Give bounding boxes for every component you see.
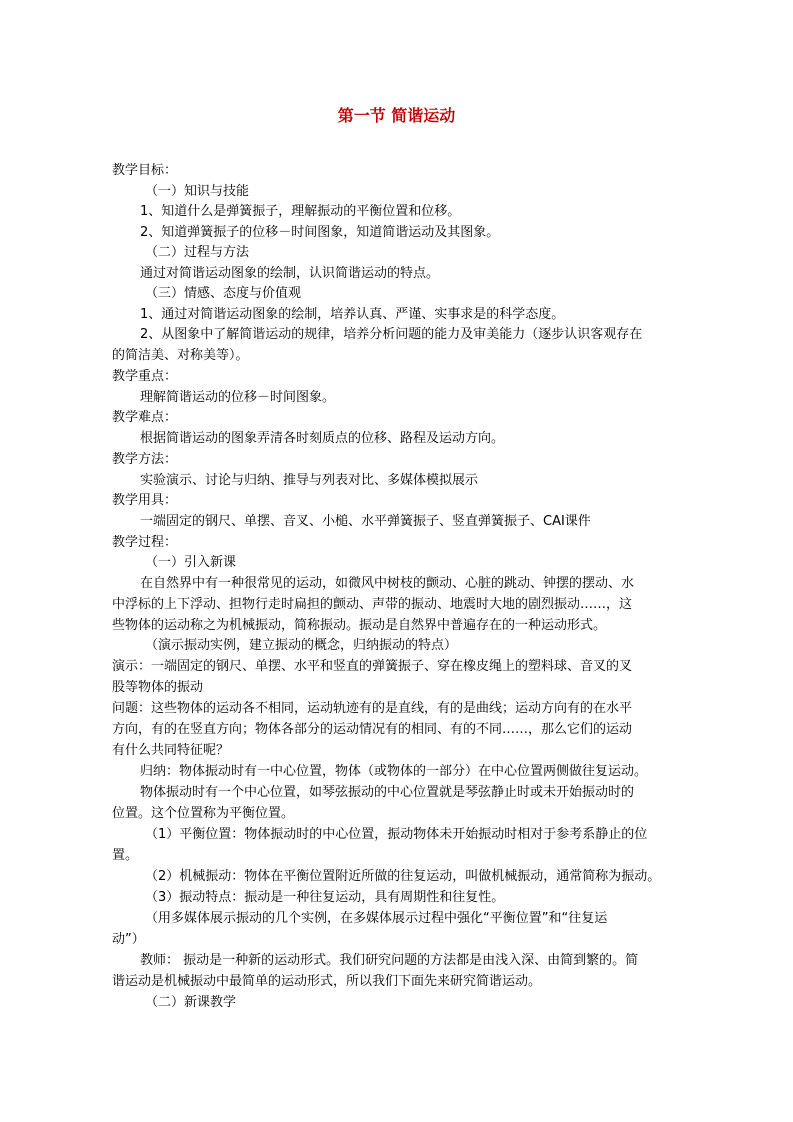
paragraph-line: 1、通过对简谐运动图象的绘制，培养认真、严谨、实事求是的科学态度。 bbox=[140, 307, 565, 322]
heading-tools: 教学用具： bbox=[112, 493, 178, 508]
paragraph-line: 方向，有的在竖直方向；物体各部分的运动情况有的相同、有的不同……，那么它们的运动 bbox=[112, 722, 633, 737]
paragraph-line: 股等物体的振动 bbox=[112, 680, 204, 695]
paragraph-line: 根据简谐运动的图象弄清各时刻质点的位移、路程及运动方向。 bbox=[140, 431, 505, 446]
paragraph-line: 理解简谐运动的位移－时间图象。 bbox=[140, 390, 336, 405]
paragraph-line: 教师： 振动是一种新的运动形式。我们研究问题的方法都是由浅入深、由简到繁的。简 bbox=[140, 953, 639, 968]
paragraph-line: 一端固定的钢尺、单摆、音叉、小槌、水平弹簧振子、竖直弹簧振子、CAI课件 bbox=[140, 514, 591, 529]
heading-teaching-goals: 教学目标： bbox=[112, 163, 178, 178]
heading-key-points: 教学重点： bbox=[112, 369, 178, 384]
paragraph-line: 1、知道什么是弹簧振子，理解振动的平衡位置和位移。 bbox=[140, 204, 461, 219]
paragraph-line: 置。 bbox=[112, 848, 139, 863]
heading-difficulties: 教学难点： bbox=[112, 410, 178, 425]
paragraph-line: 位置。这个位置称为平衡位置。 bbox=[112, 806, 295, 821]
paragraph-line: 2、从图象中了解简谐运动的规律，培养分析问题的能力及审美能力（逐步认识客观存在 bbox=[140, 327, 643, 342]
paragraph-line: 动”） bbox=[112, 932, 145, 947]
subheading-process-method: （二）过程与方法 bbox=[145, 245, 250, 260]
subheading-intro: （一）引入新课 bbox=[145, 555, 237, 570]
paragraph-line: 谐运动是机械振动中最简单的运动形式，所以我们下面先来研究简谐运动。 bbox=[112, 974, 542, 989]
paragraph-line: 2、知道弹簧振子的位移－时间图象，知道简谐运动及其图象。 bbox=[140, 225, 500, 240]
paragraph-line: 有什么共同特征呢？ bbox=[112, 743, 230, 758]
heading-methods: 教学方法： bbox=[112, 452, 178, 467]
paragraph-line: 通过对简谐运动图象的绘制，认识简谐运动的特点。 bbox=[140, 266, 440, 281]
paragraph-line: （2）机械振动：物体在平衡位置附近所做的往复运动，叫做机械振动，通常简称为振动。 bbox=[145, 869, 661, 884]
heading-process: 教学过程： bbox=[112, 535, 178, 550]
paragraph-line: 实验演示、讨论与归纳、推导与列表对比、多媒体模拟展示 bbox=[140, 473, 479, 488]
subheading-emotion-values: （三）情感、态度与价值观 bbox=[145, 286, 302, 301]
paragraph-line: 的简洁美、对称美等）。 bbox=[112, 348, 249, 363]
paragraph-line: （3）振动特点：振动是一种往复运动，具有周期性和往复性。 bbox=[145, 890, 505, 905]
paragraph-line: 些物体的运动称之为机械振动，简称振动。振动是自然界中普遍存在的一种运动形式。 bbox=[112, 618, 607, 633]
paragraph-line: 在自然界中有一种很常见的运动，如微风中树枝的颤动、心脏的跳动、钟摆的摆动、水 bbox=[140, 576, 635, 591]
paragraph-line: 问题：这些物体的运动各不相同，运动轨迹有的是直线，有的是曲线；运动方向有的在水平 bbox=[112, 701, 633, 716]
subheading-new-lesson: （二）新课教学 bbox=[145, 995, 237, 1010]
subheading-knowledge-skills: （一）知识与技能 bbox=[145, 184, 250, 199]
document-title: 第一节 简谐运动 bbox=[337, 106, 456, 125]
paragraph-line: （用多媒体展示振动的几个实例，在多媒体展示过程中强化“平衡位置”和“往复运 bbox=[145, 911, 608, 926]
paragraph-line: 归纳：物体振动时有一中心位置，物体（或物体的一部分）在中心位置两侧做往复运动。 bbox=[140, 764, 648, 779]
paragraph-line: 演示：一端固定的钢尺、单摆、水平和竖直的弹簧振子、穿在橡皮绳上的塑料球、音叉的叉 bbox=[112, 659, 633, 674]
paragraph-line: 物体振动时有一个中心位置，如琴弦振动的中心位置就是琴弦静止时或未开始振动时的 bbox=[140, 785, 635, 800]
paragraph-line: （演示振动实例，建立振动的概念，归纳振动的特点） bbox=[145, 638, 458, 653]
paragraph-line: 中浮标的上下浮动、担物行走时扁担的颤动、声带的振动、地震时大地的剧烈振动……，这 bbox=[112, 597, 633, 612]
paragraph-line: （1）平衡位置：物体振动时的中心位置，振动物体未开始振动时相对于参考系静止的位 bbox=[145, 827, 648, 842]
